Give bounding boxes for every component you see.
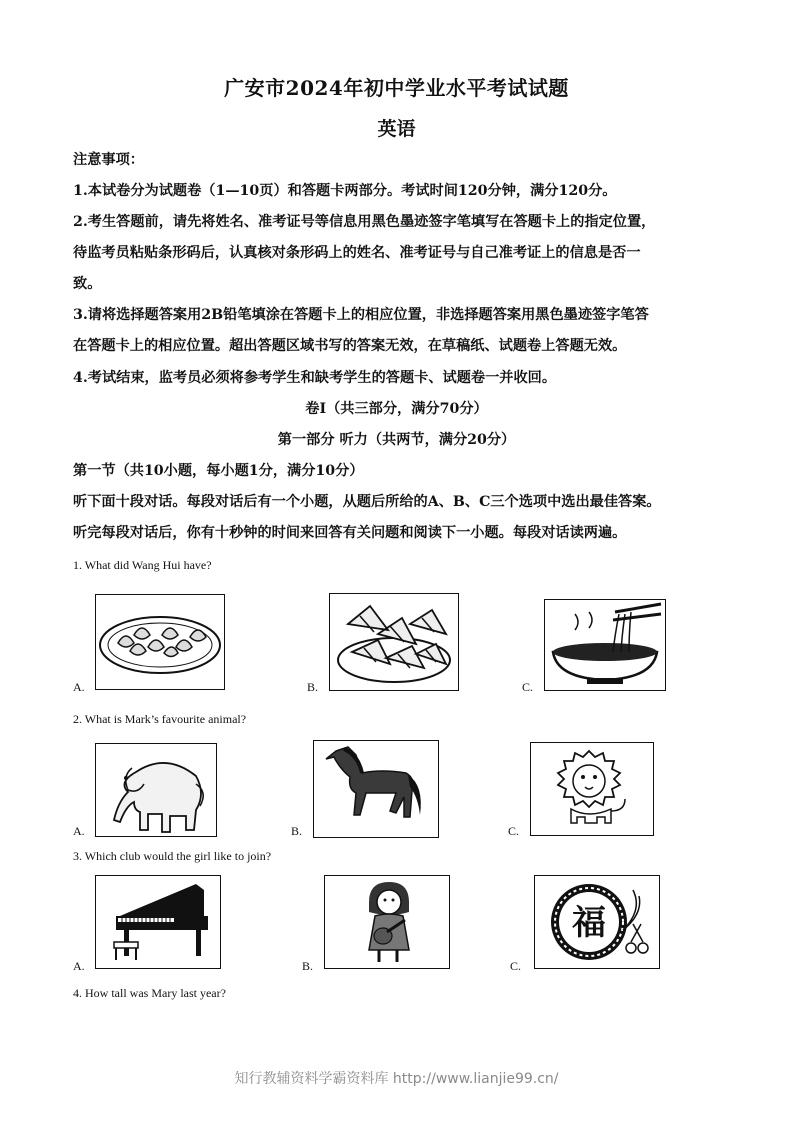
- footer-watermark: 知行教辅资料学霸资料库 http://www.lianjie99.cn/: [234, 1071, 559, 1087]
- dumplings-icon[interactable]: [95, 594, 225, 690]
- notice-line-6: 在答题卡上的相应位置。超出答题区域书写的答案无效，在草稿纸、试题卷上答题无效。: [73, 338, 627, 354]
- subject-title: 英语: [377, 118, 416, 140]
- question-4: 4. How tall was Mary last year?: [73, 986, 226, 1000]
- q3-option-a-label: A.: [73, 959, 85, 973]
- q2-option-b-label: B.: [291, 824, 303, 838]
- instruction-line-1: 听下面十段对话。每段对话后有一个小题，从题后所给的A、B、C三个选项中选出最佳答案。: [73, 494, 661, 510]
- notice-line-7: 4.考试结束，监考员必须将参考学生和缺考学生的答题卡、试题卷一并收回。: [73, 370, 557, 386]
- notice-line-1: 1.本试卷分为试题卷（1—10页）和答题卡两部分。考试时间120分钟，满分120分。: [73, 183, 617, 199]
- notice-line-3: 待监考员粘贴条形码后，认真核对条形码上的姓名、准考证号与自己准考证上的信息是否一: [73, 245, 641, 261]
- zongzi-icon[interactable]: [329, 593, 459, 691]
- q2-option-c-label: C.: [508, 824, 520, 838]
- notice-line-4: 致。: [73, 276, 102, 292]
- question-1: 1. What did Wang Hui have?: [73, 558, 212, 572]
- question-3: 3. Which club would the girl like to join?: [73, 849, 272, 863]
- notice-line-5: 3.请将选择题答案用2B铅笔填涂在答题卡上的相应位置，非选择题答案用黑色墨迹签字笔答: [73, 307, 649, 323]
- guitar-girl-icon[interactable]: [324, 875, 450, 969]
- q2-option-a-label: A.: [73, 824, 85, 838]
- q1-option-b-label: B.: [307, 680, 319, 694]
- noodles-icon[interactable]: [544, 599, 666, 691]
- piano-icon[interactable]: [95, 875, 221, 969]
- exam-title: 广安市2024年初中学业水平考试试题: [224, 76, 569, 100]
- horse-icon[interactable]: [313, 740, 439, 838]
- q1-option-c-label: C.: [522, 680, 534, 694]
- part-heading: 第一部分 听力（共两节，满分20分）: [277, 432, 516, 448]
- section-heading: 第一节（共10小题，每小题1分，满分10分）: [73, 463, 364, 479]
- notice-line-2: 2.考生答题前，请先将姓名、准考证号等信息用黑色墨迹签字笔填写在答题卡上的指定位置，: [73, 214, 656, 230]
- paper-cutting-icon[interactable]: [534, 875, 660, 969]
- fu-character: 福: [572, 903, 606, 943]
- notice-heading: 注意事项：: [73, 152, 144, 168]
- q3-option-b-label: B.: [302, 959, 314, 973]
- question-2: 2. What is Mark’s favourite animal?: [73, 712, 247, 726]
- elephant-icon[interactable]: [95, 743, 217, 837]
- q1-option-a-label: A.: [73, 680, 85, 694]
- lion-icon[interactable]: [530, 742, 654, 836]
- q3-option-c-label: C.: [510, 959, 522, 973]
- volume-heading: 卷Ⅰ（共三部分，满分70分）: [305, 401, 488, 417]
- instruction-line-2: 听完每段对话后，你有十秒钟的时间来回答有关问题和阅读下一小题。每段对话读两遍。: [73, 525, 627, 541]
